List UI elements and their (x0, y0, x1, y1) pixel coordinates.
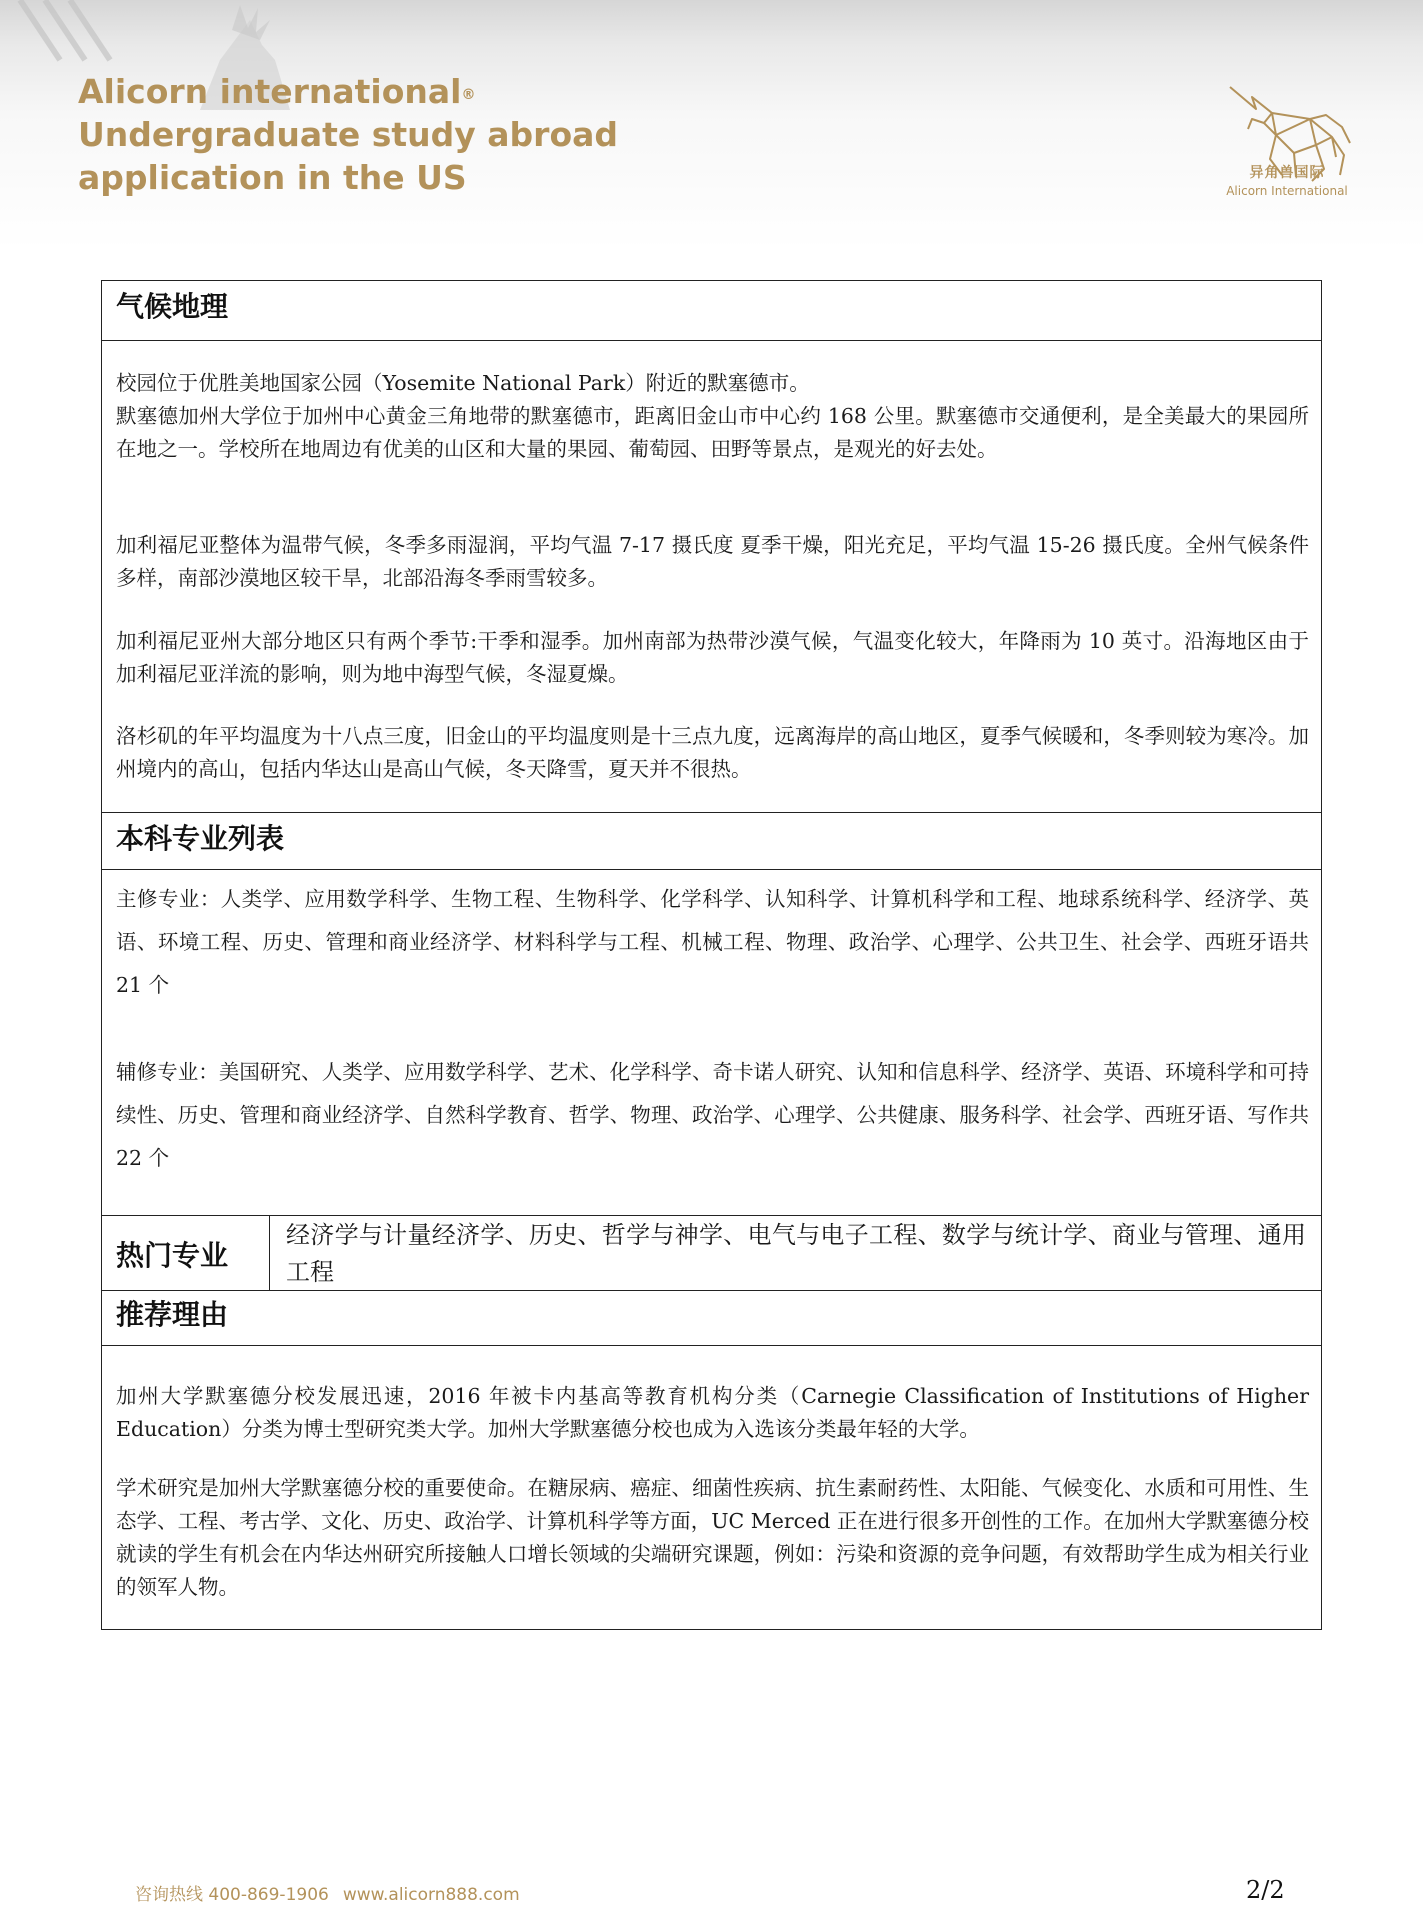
section-title-majors: 本科专业列表 (116, 822, 285, 855)
reasons-paragraph-2: 学术研究是加州大学默塞德分校的重要使命。在糖尿病、癌症、细菌性疾病、抗生素耐药性、太阳能、气候变化、水质和可用性、生态学、工程、考古学、文化、历史、政治学、计算机科学等方面，UC Merced 正在进行很多开创性的工作。在加州大学默塞德分校就读的学生有机会在内华达州研究所接触人口增长领域的尖端研究课题，例如：污染和资源的竞争问题，有效帮助学生成为相关行业的领军人物。 (116, 1476, 1309, 1599)
brand-title (78, 70, 618, 199)
minor-list-text: 辅修专业：美国研究、人类学、应用数学科学、艺术、化学科学、奇卡诺人研究、认知和信息科学、经济学、英语、环境科学和可持续性、历史、管理和商业经济学、自然科学教育、哲学、物理、政治学、心理学、公共健康、服务科学、社会学、西班牙语、写作共 22 个 (116, 1060, 1309, 1170)
logo-english-name: Alicorn International (1226, 184, 1348, 198)
hot-majors-column-divider (269, 1215, 270, 1290)
brand-title-line2: Undergraduate study abroad (78, 115, 619, 154)
section-title-hot-majors: 热门专业 (116, 1239, 229, 1272)
footer-contact (135, 1880, 520, 1905)
divider (102, 812, 1321, 813)
brand-title-line3: application in the US (78, 158, 467, 197)
climate-paragraph-1: 校园位于优胜美地国家公园（Yosemite National Park）附近的默塞德市。 (116, 371, 810, 395)
hot-majors-content: 经济学与计量经济学、历史、哲学与神学、电气与电子工程、数学与统计学、商业与管理、通用工程 (286, 1221, 1306, 1286)
reasons-paragraph-1: 加州大学默塞德分校发展迅速，2016 年被卡内基高等教育机构分类（Carnegie Classification of Institutions of Higher Education）分类为博士型研究类大学。加州大学默塞德分校也成为入选该分类最年轻的大学。 (116, 1384, 1309, 1441)
logo-chinese-name: 异角兽国际 (1249, 165, 1325, 181)
registered-mark: ® (461, 87, 476, 103)
page-number: 2/2 (1246, 1876, 1285, 1904)
divider (102, 340, 1321, 341)
divider (102, 869, 1321, 870)
divider (102, 1345, 1321, 1346)
climate-paragraph-5: 洛杉矶的年平均温度为十八点三度，旧金山的平均温度则是十三点九度，远离海岸的高山地区，夏季气候暖和，冬季则较为寒冷。加州境内的高山，包括内华达山是高山气候，冬天降雪，夏天并不很热。 (116, 724, 1309, 781)
divider (102, 1215, 1321, 1216)
major-list-text: 主修专业：人类学、应用数学科学、生物工程、生物科学、化学科学、认知科学、计算机科学和工程、地球系统科学、经济学、英语、环境工程、历史、管理和商业经济学、材料科学与工程、机械工程、物理、政治学、心理学、公共卫生、社会学、西班牙语共 21 个 (116, 887, 1309, 997)
climate-paragraph-2: 默塞德加州大学位于加州中心黄金三角地带的默塞德市，距离旧金山市中心约 168 公里。默塞德市交通便利，是全美最大的果园所在地之一。学校所在地周边有优美的山区和大量的果园、葡萄园、田野等景点，是观光的好去处。 (116, 404, 1309, 461)
footer-hotline: 咨询热线 400-869-1906 (135, 1885, 329, 1905)
climate-paragraph-4: 加利福尼亚州大部分地区只有两个季节:干季和湿季。加州南部为热带沙漠气候，气温变化较大，年降雨为 10 英寸。沿海地区由于加利福尼亚洋流的影响，则为地中海型气候，冬湿夏燥。 (116, 629, 1309, 686)
section-title-reasons: 推荐理由 (116, 1298, 229, 1331)
divider (102, 1290, 1321, 1291)
school-info-table (101, 280, 1322, 1630)
footer-website-link[interactable]: www.alicorn888.com (342, 1885, 520, 1905)
climate-paragraph-3: 加利福尼亚整体为温带气候，冬季多雨湿润，平均气温 7-17 摄氏度 夏季干燥，阳光充足，平均气温 15-26 摄氏度。全州气候条件多样，南部沙漠地区较干旱，北部沿海冬季雨雪较多。 (116, 533, 1309, 590)
section-title-climate: 气候地理 (116, 290, 229, 323)
brand-title-line1: Alicorn international® (78, 72, 476, 111)
